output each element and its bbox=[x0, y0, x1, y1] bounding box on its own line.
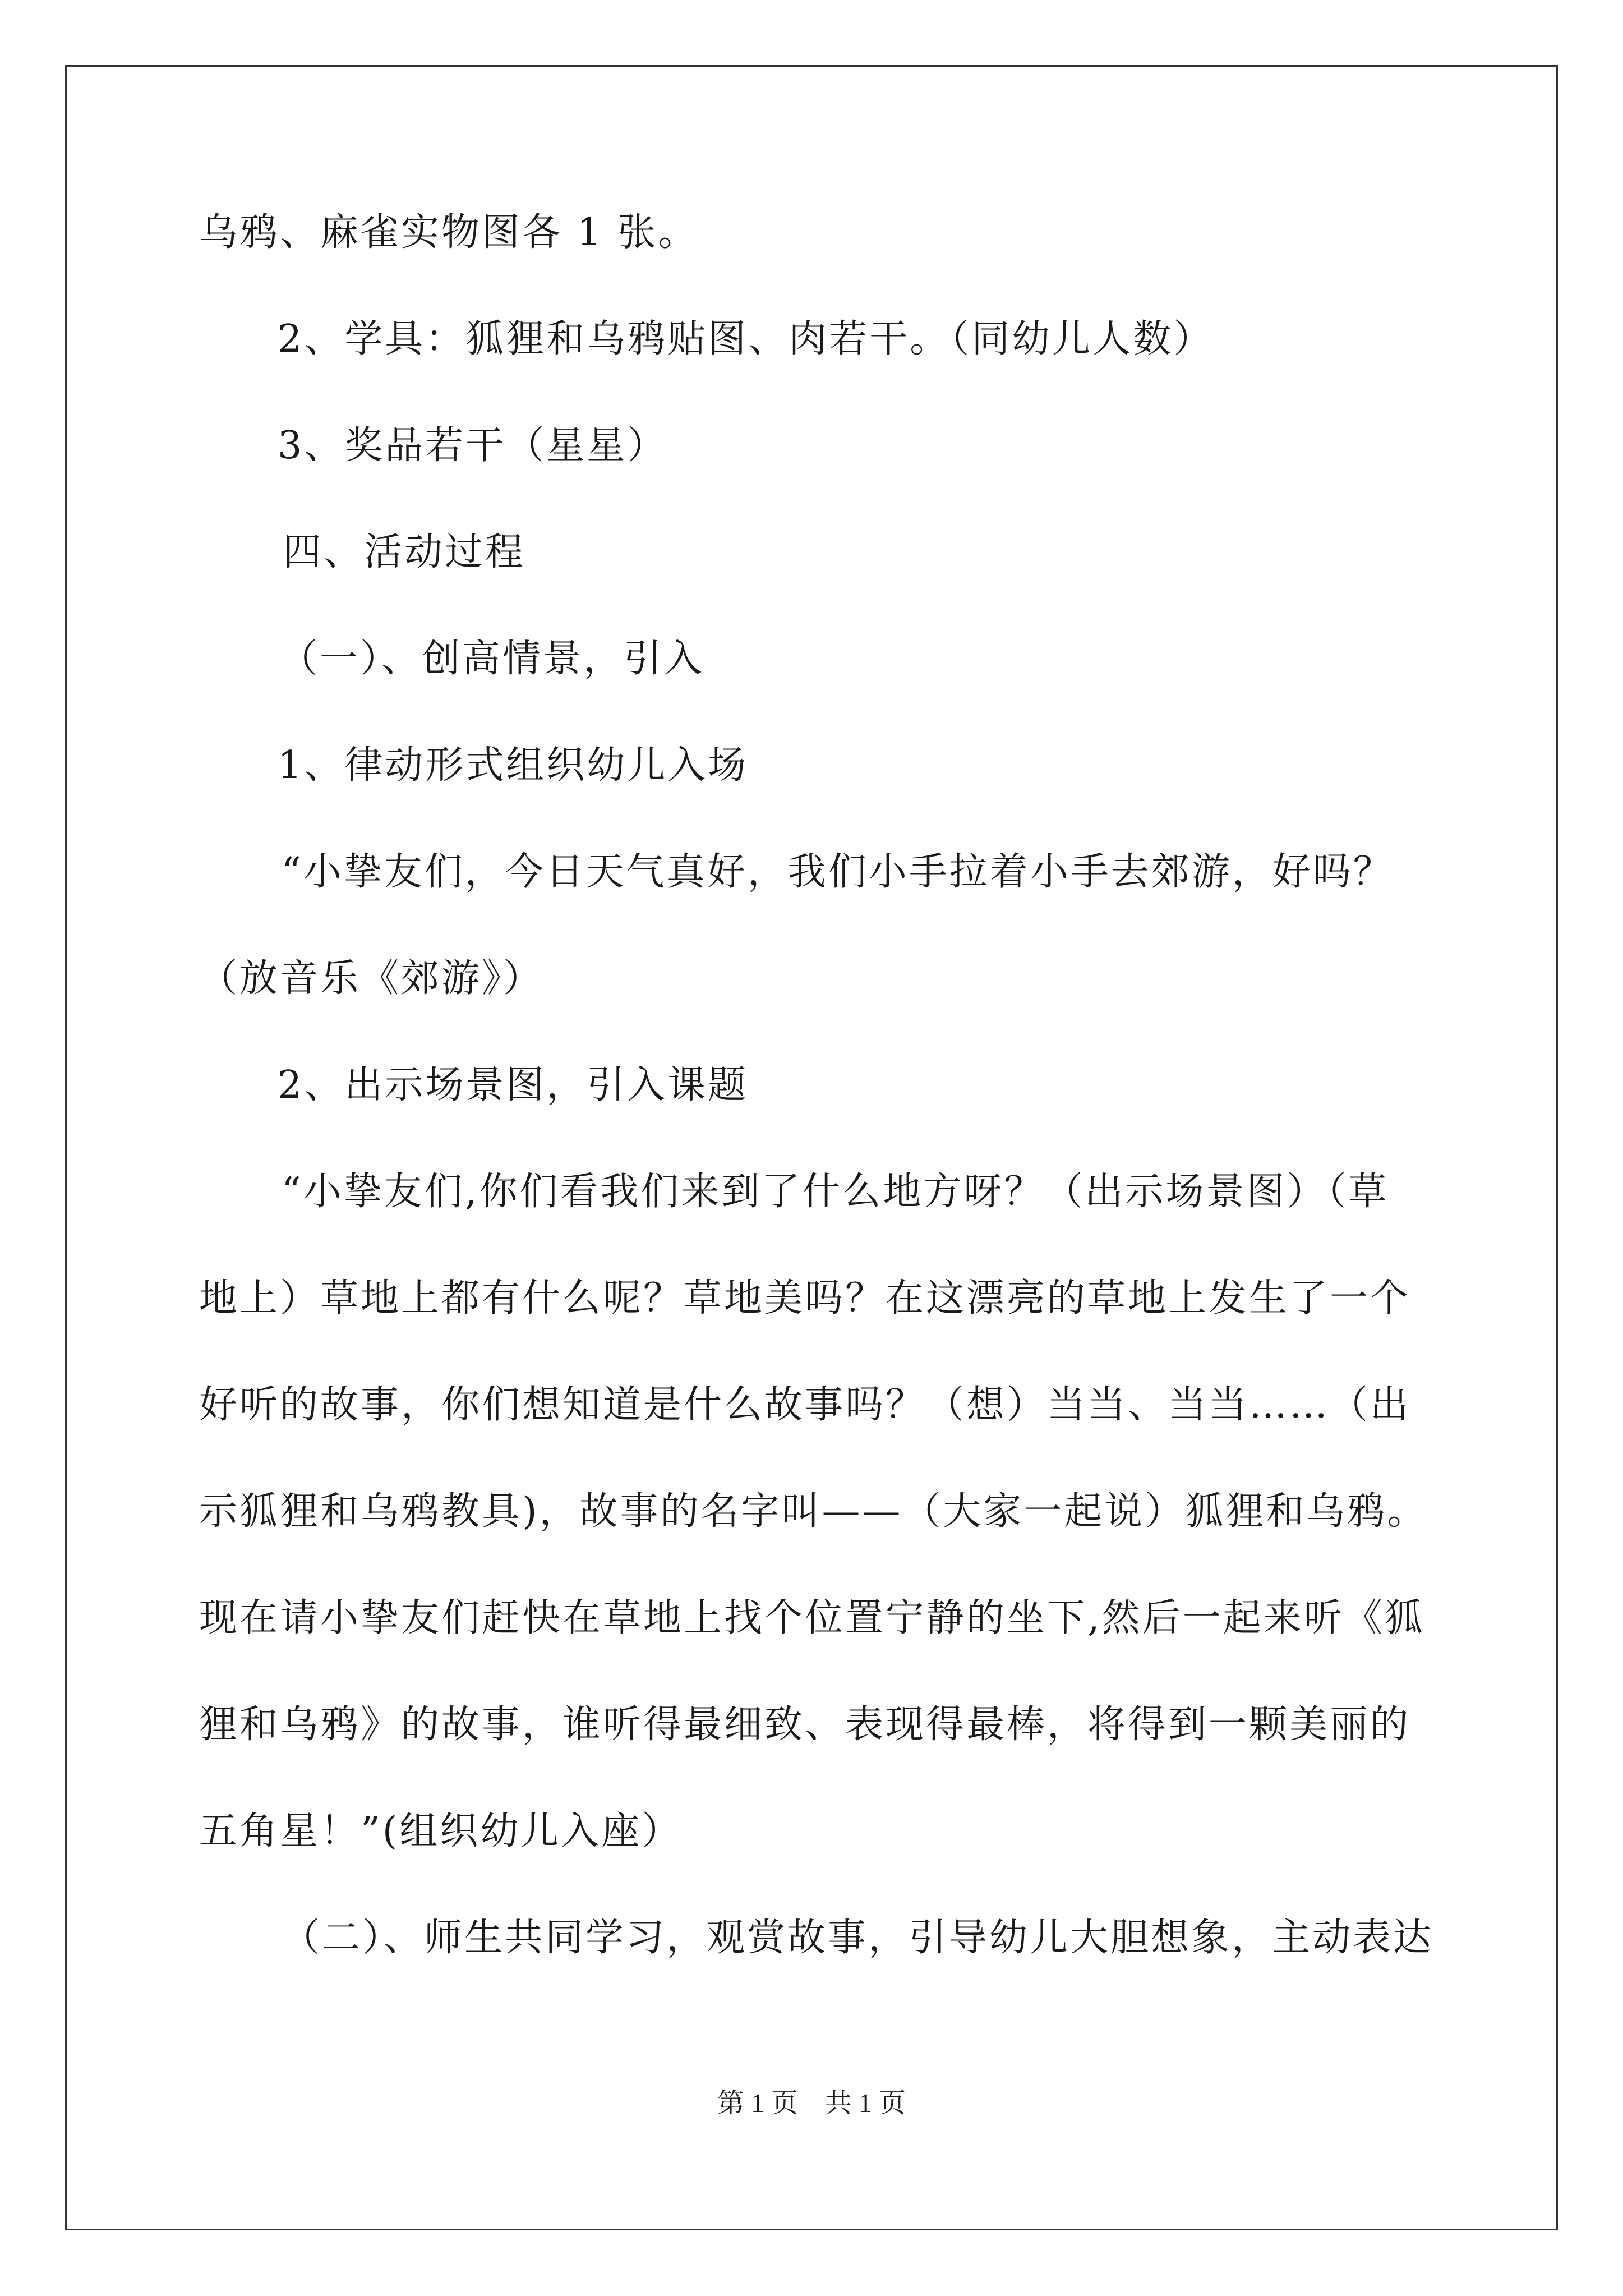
text-line: 狸和乌鸦》的故事，谁听得最细致、表现得最棒，将得到一颗美丽的 bbox=[199, 1703, 1411, 1747]
text-line: 五角星！”(组织幼儿入座） bbox=[199, 1809, 683, 1853]
text-line: 示狐狸和乌鸦教具)，故事的名字叫——（大家一起说）狐狸和乌鸦。 bbox=[199, 1489, 1428, 1534]
text-line: 地上）草地上都有什么呢？草地美吗？在这漂亮的草地上发生了一个 bbox=[199, 1276, 1411, 1320]
text-line: 2、学具：狐狸和乌鸦贴图、肉若干。（同幼儿人数） bbox=[278, 317, 1214, 361]
page-border bbox=[65, 65, 1558, 2230]
text-line: （放音乐《郊游》） bbox=[199, 956, 544, 1001]
text-line: 1、律动形式组织幼儿入场 bbox=[278, 743, 749, 788]
subsection-heading: （二）、师生共同学习，观赏故事，引导幼儿大胆想象，主动表达 bbox=[282, 1916, 1434, 1960]
text-line: 乌鸦、麻雀实物图各 1 张。 bbox=[199, 210, 699, 255]
text-line: 好听的故事，你们想知道是什么故事吗？（想）当当、当当……（出 bbox=[199, 1383, 1411, 1427]
text-line: 3、奖品若干（星星） bbox=[278, 424, 668, 468]
subsection-heading: （一）、创高情景，引入 bbox=[279, 637, 705, 681]
text-line: 2、出示场景图，引入课题 bbox=[278, 1063, 749, 1107]
text-line: “小挚友们,你们看我们来到了什么地方呀？（出示场景图）（草 bbox=[282, 1170, 1389, 1214]
page-number: 第 1 页 bbox=[717, 2088, 798, 2118]
section-heading: 四、活动过程 bbox=[283, 530, 526, 574]
page-footer bbox=[0, 2087, 1623, 2120]
page-total: 共 1 页 bbox=[825, 2088, 906, 2118]
text-line: “小挚友们，今日天气真好，我们小手拉着小手去郊游，好吗？ bbox=[282, 850, 1394, 894]
text-line: 现在请小挚友们赶快在草地上找个位置宁静的坐下,然后一起来听《狐 bbox=[199, 1596, 1425, 1640]
